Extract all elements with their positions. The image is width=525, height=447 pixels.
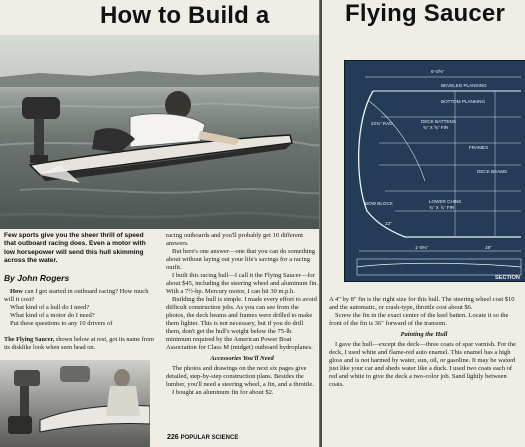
blueprint-drawing [345, 61, 525, 281]
magazine-name: POPULAR SCIENCE [180, 435, 239, 441]
byline: By John Rogers [4, 273, 70, 283]
paragraph: A 4" by 8" fin is the right size for this hull. The steering wheel cost $10 and the automatic, or crash-type, throttle cost about $6. [329, 296, 515, 311]
photo-caption-top: Few sports give you the sheer thrill of speed that outboard racing does. Even a motor with low horsepower will send this hull skimming across the water. [4, 232, 146, 265]
article-column-middle [166, 232, 318, 397]
paragraph: The photos and drawings on the next six pages give detailed, step-by-step construction plans. Besides the lumber, you'll need a steering wheel, a fin, and a throttle. [166, 365, 314, 388]
right-page [322, 0, 525, 447]
headline-left: How to Build a [100, 2, 270, 29]
paragraph: I built this racing hull—I call it the Flying Saucer—for about $45, including the steering wheel and aluminum fin. With a 7½-hp. Mercury motor, I can hit 30 m.p.h. [166, 272, 318, 295]
blueprint-label: DECK BEAMS [477, 169, 508, 174]
blueprint-label: 23" [385, 221, 392, 226]
page-folio [167, 434, 238, 441]
blueprint-label: LOWER CHINE [429, 199, 462, 204]
racing-hull-illustration [0, 35, 320, 229]
blueprint-label: FRAMES [469, 145, 489, 150]
photo-caption-bottom [4, 336, 154, 352]
paragraph: What kind of a hull do I need? [10, 304, 90, 311]
blueprint-label: ¾" X ⅝" FIR [423, 125, 449, 130]
blueprint-label: 19" [485, 245, 492, 250]
article-column-left [4, 288, 154, 328]
racing-hull-photo [0, 35, 320, 229]
blueprint-dimension-top: 6'-0⅝" [431, 69, 444, 74]
paragraph: What kind of a motor do I need? [10, 312, 95, 319]
subheading: Painting the Hull [400, 331, 448, 338]
blueprint-label: 22¾" RAD [371, 121, 393, 126]
hull-at-rest-illustration [0, 360, 150, 447]
hull-at-rest-photo [0, 360, 150, 447]
paragraph: Building the hull is simple. I made every effort to avoid difficult construction jobs. As you can see from the photos, the deck beams and frames were drilled to make them lighter. This is not necessary, but if you do drill them, don't get the hull's weight below the 75-lb. minimum required by the American Power Boat Association for Class M (midget) outboard hydroplanes. [166, 296, 317, 351]
paragraph: How can I get started in outboard racing? How much will it cost? [4, 288, 149, 303]
paragraph: racing outboards and you'll probably get 10 different answers. [166, 232, 303, 247]
paragraph: But here's one answer—one that you can do something about without laying out your life's savings for a racing outfit. [166, 248, 316, 271]
paragraph: Screw the fin in the exact center of the keel batten. Locate it so the front of the fin is 36" forward of the transom. [329, 312, 509, 327]
paragraph: I gave the hull—except the deck—three coats of spar varnish. For the deck, I used white and flame-red auto enamel. This enamel has a high gloss and is not harmed by water, sun, oil, or gasoline. It may be waxed just like your car and sheds water like a duck. I used two coats each of red and white to give the deck a two-color job. Sand lightly between coats. [329, 341, 516, 388]
blueprint-label: BOW BLOCK [365, 201, 393, 206]
subheading: Accessories You'll Need [210, 355, 274, 362]
blueprint-label: 1'-8⅜" [415, 245, 428, 250]
blueprint-label: BOTTOM PLANKING [441, 99, 486, 104]
blueprint-diagram [344, 60, 525, 282]
blueprint-section-label: SECTION [495, 275, 520, 281]
page-number: 226 [167, 434, 179, 441]
blueprint-label: DECK BATTENS [421, 119, 456, 124]
photo-caption-text: shown below at rest, got its name from its disklike look when seen head on. [4, 336, 154, 351]
headline-right: Flying Saucer [345, 0, 505, 27]
article-column-right [329, 296, 519, 389]
paragraph: I bought an aluminum fin for about $2. [172, 389, 274, 396]
blueprint-label: BEVELED PLANKING [441, 83, 487, 88]
drop-cap-word: How [10, 288, 23, 295]
photo-caption-lead: The Flying Saucer, [4, 336, 55, 343]
blueprint-label: ¾" X ⅞" FIR [429, 205, 455, 210]
paragraph: Put these questions to any 10 drivers of [10, 320, 113, 327]
